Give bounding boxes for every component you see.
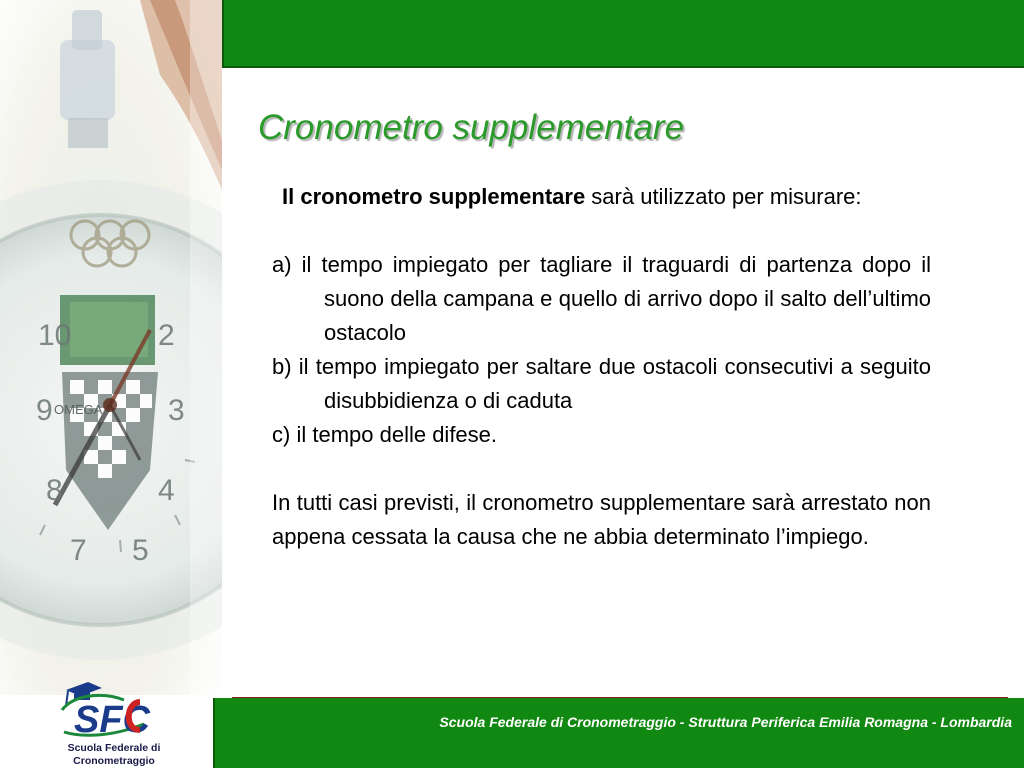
dial-numeral-5: 5 bbox=[132, 534, 149, 567]
list-text: il tempo impiegato per saltare due ostacoli consecutivi a seguito disubbidienza o di caduta bbox=[298, 354, 931, 413]
dial-numeral-7: 7 bbox=[70, 534, 87, 567]
intro-text: sarà utilizzato per misurare: bbox=[585, 184, 862, 209]
list-text: il tempo impiegato per tagliare il traguardi di partenza dopo il suono della campana e quello di arrivo dopo il salto dell’ultimo ostacolo bbox=[301, 252, 931, 345]
sfc-logo bbox=[44, 680, 184, 768]
footer-text: Scuola Federale di Cronometraggio - Struttura Periferica Emilia Romagna - Lombardia bbox=[439, 714, 1012, 730]
header-bar bbox=[222, 0, 1024, 68]
list-marker: b) bbox=[272, 354, 292, 379]
dial-numeral-3: 3 bbox=[168, 394, 185, 427]
list-marker: c) bbox=[272, 422, 291, 447]
list-item bbox=[272, 418, 931, 452]
dial-numeral-8: 8 bbox=[46, 474, 63, 507]
slide-body bbox=[272, 180, 931, 554]
closing-paragraph: In tutti casi previsti, il cronometro supplementare sarà arrestato non appena cessata la causa che ne abbia determinato l’impiego. bbox=[272, 490, 931, 549]
stopwatch-image bbox=[0, 0, 222, 695]
dial-numeral-2: 2 bbox=[158, 319, 175, 352]
list-marker: a) bbox=[272, 252, 292, 277]
logo-caption bbox=[44, 742, 184, 768]
list-item bbox=[272, 350, 931, 418]
list-text: il tempo delle difese. bbox=[296, 422, 498, 447]
intro-paragraph bbox=[272, 180, 931, 214]
dial-numeral-9: 9 bbox=[36, 394, 53, 427]
logo-letters: SFC bbox=[74, 699, 150, 741]
dial-numeral-4: 4 bbox=[158, 474, 175, 507]
footer-bar bbox=[213, 698, 1024, 768]
logo-caption-line1: Scuola Federale di bbox=[67, 742, 161, 754]
stopwatch-brand: OMEGA bbox=[54, 402, 103, 417]
slide-title: Cronometro supplementare bbox=[258, 108, 685, 147]
intro-bold: Il cronometro supplementare bbox=[282, 184, 586, 209]
list-item bbox=[272, 248, 931, 350]
dial-numeral-10: 10 bbox=[38, 319, 72, 352]
logo-caption-line2: Cronometraggio bbox=[73, 755, 155, 767]
